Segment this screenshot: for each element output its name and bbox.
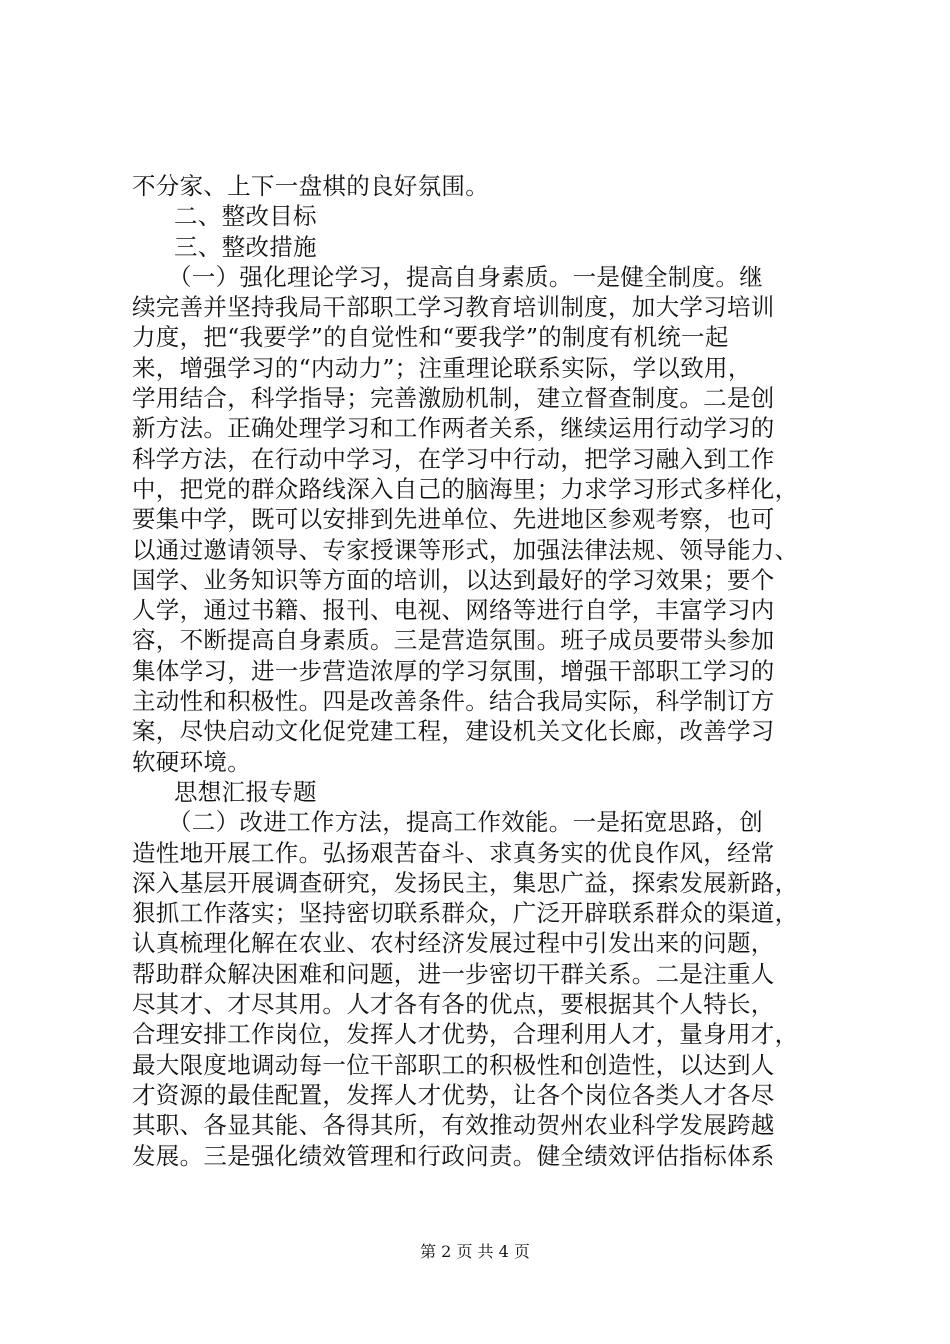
- text-line: 案，尽快启动文化促党建工程，建设机关文化长廊，改善学习: [132, 717, 775, 746]
- text-line: 软硬环境。: [132, 747, 251, 776]
- text-line: 尽其才、才尽其用。人才各有各的优点，要根据其个人特长，: [132, 990, 775, 1019]
- text-line: 国学、业务知识等方面的培训，以达到最好的学习效果；要个: [132, 565, 775, 594]
- text-line: （一）强化理论学习，提高自身素质。一是健全制度。继: [168, 262, 763, 291]
- text-line: 集体学习，进一步营造浓厚的学习氛围，增强干部职工学习的: [132, 656, 775, 685]
- text-line: 学用结合，科学指导；完善激励机制，建立督查制度。二是创: [132, 384, 775, 413]
- text-line: 中，把党的群众路线深入自己的脑海里；力求学习形式多样化，: [132, 474, 799, 503]
- text-line: 续完善并坚持我局干部职工学习教育培训制度，加大学习培训: [132, 293, 775, 322]
- section-heading: 三、整改措施: [174, 232, 317, 261]
- text-line: 不分家、上下一盘棋的良好氛围。: [132, 172, 489, 200]
- text-line: 发展。三是强化绩效管理和行政问责。健全绩效评估指标体系: [132, 1141, 775, 1170]
- text-line: 帮助群众解决困难和问题，进一步密切干群关系。二是注重人: [132, 959, 775, 988]
- text-line: 深入基层开展调查研究，发扬民主，集思广益，探索发展新路，: [132, 868, 799, 897]
- text-line: 新方法。正确处理学习和工作两者关系，继续运用行动学习的: [132, 414, 775, 443]
- page-footer: [0, 1242, 950, 1262]
- section-heading: 二、整改目标: [174, 202, 317, 231]
- text-line: 科学方法，在行动中学习，在学习中行动，把学习融入到工作: [132, 444, 775, 473]
- text-line: 其职、各显其能、各得其所，有效推动贺州农业科学发展跨越: [132, 1111, 775, 1140]
- text-line: （二）改进工作方法，提高工作效能。一是拓宽思路，创: [168, 808, 763, 837]
- text-line: 要集中学，既可以安排到先进单位、先进地区参观考察，也可: [132, 505, 775, 534]
- text-line: 最大限度地调动每一位干部职工的积极性和创造性，以达到人: [132, 1050, 775, 1079]
- text-line: 才资源的最佳配置，发挥人才优势，让各个岗位各类人才各尽: [132, 1080, 775, 1109]
- document-body: [132, 171, 832, 1171]
- text-line: 来，增强学习的“内动力”；注重理论联系实际，学以致用，: [132, 353, 752, 382]
- text-line: 狠抓工作落实；坚持密切联系群众，广泛开辟联系群众的渠道，: [132, 899, 799, 928]
- text-line: 认真梳理化解在农业、农村经济发展过程中引发出来的问题，: [132, 929, 775, 958]
- text-line: 力度，把“我要学”的自觉性和“要我学”的制度有机统一起: [132, 323, 729, 352]
- text-line: 主动性和积极性。四是改善条件。结合我局实际，科学制订方: [132, 687, 775, 716]
- text-line: 合理安排工作岗位，发挥人才优势，合理利用人才，量身用才，: [132, 1020, 799, 1049]
- page-number-label: 第 2 页 共 4 页: [420, 1242, 530, 1261]
- text-line: 以通过邀请领导、专家授课等形式，加强法律法规、领导能力、: [132, 535, 799, 564]
- text-line: 造性地开展工作。弘扬艰苦奋斗、求真务实的优良作风，经常: [132, 838, 775, 867]
- text-line: 人学，通过书籍、报刊、电视、网络等进行自学，丰富学习内: [132, 596, 775, 625]
- section-heading: 思想汇报专题: [174, 777, 317, 806]
- text-line: 容，不断提高自身素质。三是营造氛围。班子成员要带头参加: [132, 626, 775, 655]
